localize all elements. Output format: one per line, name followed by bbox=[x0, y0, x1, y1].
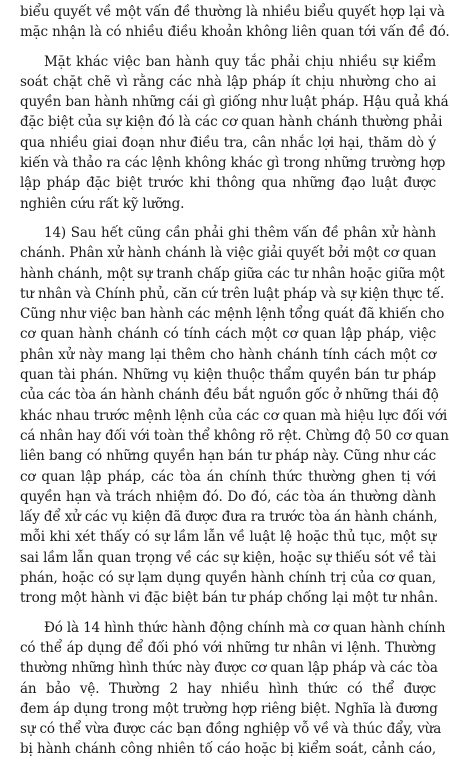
text-line: Mặt khác việc ban hành quy tắc phải chịu nhiều sự kiểm bbox=[44, 53, 436, 70]
text-line: phán, hoặc có sự lạm dụng quyền hành chính trị của cơ quan, bbox=[20, 570, 436, 587]
text-line: 14) Sau hết cũng cần phải ghi thêm vấn đề phân xử hành bbox=[44, 224, 436, 241]
paragraph-voting bbox=[20, 2, 450, 43]
text-line: biểu quyết về một vấn đề thường là nhiều biểu quyết hợp lại và bbox=[20, 4, 445, 20]
text-line: bị hành chánh công nhiên tố cáo hoặc bị kiểm soát, cảnh cáo, bbox=[20, 741, 436, 758]
text-line: chánh. Phân xử hành chánh là việc giải quyết bởi một cơ quan bbox=[20, 245, 437, 262]
text-line: quan tài phán. Những vụ kiện thuộc thẩm quyền bán tư pháp bbox=[20, 367, 436, 384]
text-line: kiến và thảo ra các lệnh không khác gì trong những trường hợp bbox=[20, 155, 446, 172]
text-line: hành chánh, một sự tranh chấp giữa các tư nhân hoặc giữa một bbox=[20, 265, 445, 282]
text-line: có thể áp dụng để đối phó với những tư nhân vi lệnh. Thường bbox=[20, 639, 436, 656]
text-line: đặc biệt của sự kiện đó là các cơ quan hành chánh thường phải bbox=[20, 114, 443, 131]
paragraph-adjudication bbox=[20, 223, 449, 609]
text-line: mặc nhận là có nhiều điều khoản không liên quan tới vấn đề đó. bbox=[20, 24, 450, 41]
text-line: lập pháp đặc biệt trước khi thông qua những đạo luật được bbox=[20, 175, 436, 192]
text-line: cơ quan hành chánh có tính cách một cơ quan lập pháp, việc bbox=[20, 326, 436, 343]
text-line: đem áp dụng trong một trường hợp riêng biệt. Nghĩa là đương bbox=[20, 700, 438, 717]
text-line: liên bang có những quyền hạn bán tư pháp này. Cũng như các bbox=[20, 448, 436, 465]
text-line: soát chặt chẽ vì rằng các nhà lập pháp ít chịu nhường cho ai bbox=[20, 73, 436, 90]
text-line: mỗi khi xét thấy có sự lầm lẫn về luật lệ hoặc thủ tục, một sự bbox=[20, 529, 436, 546]
paragraph-rule-making bbox=[20, 52, 449, 214]
text-line: qua nhiều giai đoạn như điều tra, cân nhắc lợi hại, thăm dò ý bbox=[20, 134, 436, 151]
text-line: tư nhân và Chính phủ, căn cứ trên luật pháp và sự kiện thực tế. bbox=[20, 285, 445, 302]
text-line: cá nhân hay đối với toàn thể không rõ rệt. Chừng độ 50 cơ quan bbox=[20, 427, 449, 444]
text-line: Cũng như việc ban hành các mệnh lệnh tổng quát đã khiến cho bbox=[20, 306, 445, 323]
text-line: quyền ban hành những cái gì giống như luật pháp. Hậu quả khá bbox=[20, 94, 449, 111]
text-line: quyền hạn và trách nhiệm đó. Do đó, các tòa án thường dành bbox=[20, 488, 436, 505]
text-line: nghiên cứu rất kỹ lưỡng. bbox=[20, 195, 185, 212]
text-line: trong một hành vi đặc biệt bán tư pháp chống lại một tư nhân. bbox=[20, 590, 438, 607]
text-line: của các tòa án hành chánh đều bắt nguồn gốc ở những thái độ bbox=[20, 387, 439, 404]
text-line: cơ quan lập pháp, các tòa án chính thức thường ghen tị với bbox=[20, 468, 436, 485]
text-line: lấy để xử các vụ kiện đã được đưa ra trước tòa án hành chánh, bbox=[20, 509, 438, 526]
text-line: khác nhau trước mệnh lệnh của các cơ quan mà hiệu lực đối với bbox=[20, 407, 448, 424]
text-line: Đó là 14 hình thức hành động chính mà cơ quan hành chính bbox=[44, 619, 446, 636]
text-line: sự có thể vừa được các bạn đồng nghiệp vỗ về và thúc đẩy, vừa bbox=[20, 721, 442, 738]
text-line: sai lầm lẫn quan trọng về các sự kiện, hoặc sự thiếu sót về tài bbox=[20, 549, 436, 566]
text-line: phân xử này mang lại thêm cho hành chánh tính cách một cơ bbox=[20, 346, 436, 363]
text-line: án bảo vệ. Thường 2 hay nhiều hình thức có thể được bbox=[20, 680, 436, 697]
text-line: thường những hình thức này được cơ quan lập pháp và các tòa bbox=[20, 660, 438, 677]
